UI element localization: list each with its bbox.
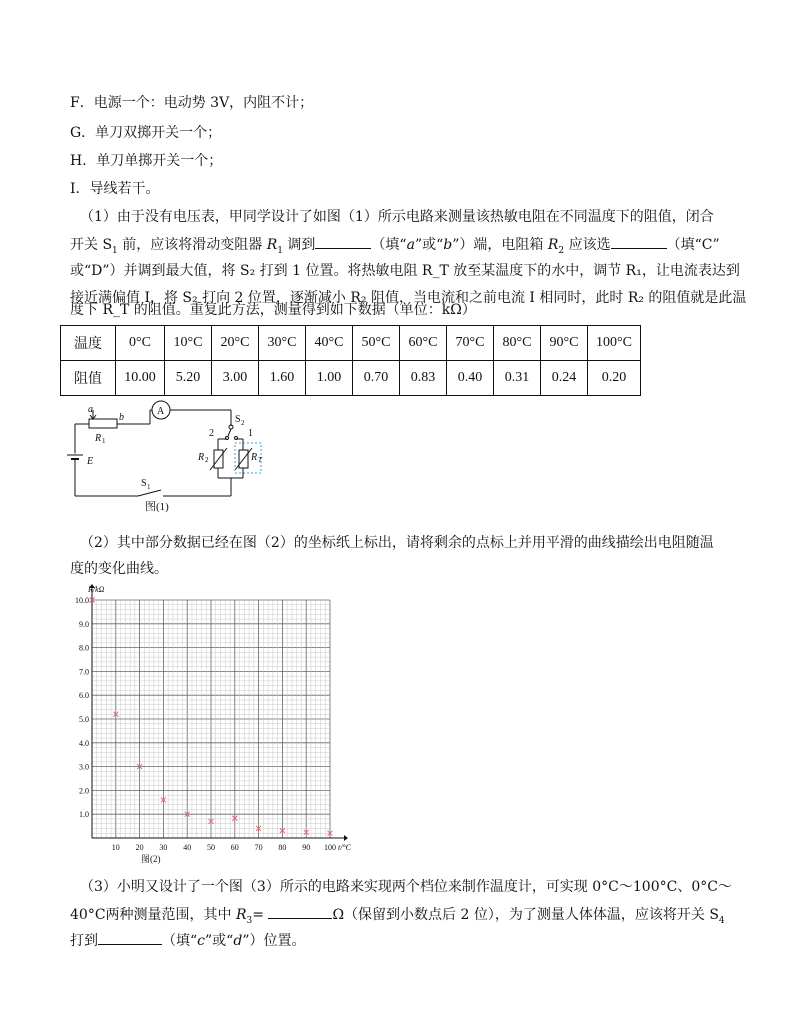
label-r1: R xyxy=(95,433,102,444)
table-cell: 80°C xyxy=(494,326,541,361)
y-tick-label: 7.0 xyxy=(79,667,89,677)
table-cell: 70°C xyxy=(447,326,494,361)
y-tick-label: 8.0 xyxy=(79,643,89,653)
x-tick-label: 30 xyxy=(159,843,168,852)
label-r1-sub: 1 xyxy=(102,437,106,445)
answer-blank-r3[interactable] xyxy=(268,905,332,919)
table-cell: 1.60 xyxy=(259,361,306,396)
label-e: E xyxy=(87,456,94,467)
x-tick-label: 70 xyxy=(254,843,263,852)
label-a: a xyxy=(88,404,93,415)
q2-line2: 度的变化曲线。 xyxy=(70,561,168,577)
y-tick-label: 10.0 xyxy=(75,596,89,605)
x-axis-arrow xyxy=(344,835,348,841)
item-g: G．单刀双掷开关一个； xyxy=(70,125,222,141)
table-cell: 1.00 xyxy=(306,361,353,396)
table-cell: 0.70 xyxy=(353,361,400,396)
figure-1-caption: 图(1) xyxy=(145,501,169,513)
table-header-temperature: 温度 xyxy=(61,326,116,361)
label-rt: R xyxy=(251,452,258,463)
label-s1: S xyxy=(141,478,147,489)
answer-blank-r2-choice[interactable] xyxy=(611,235,667,249)
table-cell: 3.00 xyxy=(212,361,259,396)
table-cell: 60°C xyxy=(400,326,447,361)
x-tick-label: 100 xyxy=(324,843,336,852)
item-h: H．单刀单掷开关一个； xyxy=(70,153,223,169)
q1-line5: 度下 R_T 的阻值。重复此方法，测量得到如下数据（单位：kΩ） xyxy=(70,302,476,318)
table-cell: 50°C xyxy=(353,326,400,361)
x-tick-label: 40 xyxy=(183,843,192,852)
table-cell: 5.20 xyxy=(165,361,212,396)
label-r2: R xyxy=(198,452,205,463)
table-cell: 20°C xyxy=(212,326,259,361)
label-pos-2: 2 xyxy=(209,428,214,439)
table-cell: 0.24 xyxy=(541,361,588,396)
label-pos-1: 1 xyxy=(248,428,253,439)
q1-line4: 接近满偏值 I，将 S₂ 打向 2 位置，逐渐减小 R₂ 阻值，当电流和之前电流 I 相同时，此时 R₂ 的阻值就是此温 xyxy=(70,290,747,306)
q3-line3: 打到 （填“c”或“d”）位置。 xyxy=(70,933,306,949)
x-tick-label: 10 xyxy=(111,843,120,852)
table-cell: 30°C xyxy=(259,326,306,361)
y-axis-label: R/kΩ xyxy=(88,585,105,594)
y-tick-label: 4.0 xyxy=(79,738,89,748)
x-axis-label: t/°C xyxy=(338,843,351,852)
resistance-temperature-chart xyxy=(60,578,360,868)
q3-line2: 40°C两种测量范围，其中 $R_3= \Omega$（保留到小数点后 2 位），为了测量人体体温，应该将开关 $S_4$ xyxy=(70,907,725,926)
label-ammeter: A xyxy=(157,406,165,417)
y-tick-label: 1.0 xyxy=(79,810,89,820)
q2-line1: （2）其中部分数据已经在图（2）的坐标纸上标出，请将剩余的点标上并用平滑的曲线描绘出电阻随温 xyxy=(80,535,714,551)
label-b: b xyxy=(119,412,124,423)
table-cell: 10.00 xyxy=(116,361,165,396)
y-tick-label: 3.0 xyxy=(79,762,89,772)
table-cell: 100°C xyxy=(588,326,641,361)
y-tick-label: 5.0 xyxy=(79,715,89,724)
table-cell: 0.83 xyxy=(400,361,447,396)
table-row-resistance xyxy=(61,361,641,396)
label-s1-sub: 1 xyxy=(147,483,151,491)
x-tick-label: 20 xyxy=(135,843,144,852)
x-tick-label: 80 xyxy=(278,843,287,852)
x-tick-label: 60 xyxy=(230,843,239,852)
label-rt-sub: T xyxy=(258,456,262,464)
y-tick-label: 9.0 xyxy=(79,619,89,629)
table-row-temperature xyxy=(61,326,641,361)
table-cell: 90°C xyxy=(541,326,588,361)
answer-blank-r1-end[interactable] xyxy=(315,235,371,249)
label-s2-sub: 2 xyxy=(241,419,245,427)
y-tick-label: 6.0 xyxy=(79,691,89,701)
table-cell: 40°C xyxy=(306,326,353,361)
q1-line3: 或“D”）并调到最大值，将 S₂ 打到 1 位置。将热敏电阻 R_T 放至某温度下的水中，调节 R₁，让电流表达到 xyxy=(70,263,740,279)
x-tick-label: 90 xyxy=(302,843,311,852)
q1-line1: （1）由于没有电压表，甲同学设计了如图（1）所示电路来测量该热敏电阻在不同温度下的阻值，闭合 xyxy=(80,209,714,225)
q3-line1: （3）小明又设计了一个图（3）所示的电路来实现两个档位来制作温度计，可实现 0°C～100°C、0°C～ xyxy=(80,879,732,895)
table-cell: 0.31 xyxy=(494,361,541,396)
answer-blank-switch-s4[interactable] xyxy=(98,931,162,945)
data-table xyxy=(60,325,641,396)
x-tick-label: 50 xyxy=(207,843,215,852)
label-s2: S xyxy=(235,414,241,425)
table-cell: 0.20 xyxy=(588,361,641,396)
figure-2-caption: 图(2) xyxy=(141,854,161,864)
circuit-diagram xyxy=(55,398,285,513)
table-cell: 0.40 xyxy=(447,361,494,396)
rheostat-r1 xyxy=(89,419,117,428)
table-header-resistance: 阻值 xyxy=(61,361,116,396)
table-cell: 10°C xyxy=(165,326,212,361)
label-r2-sub: 2 xyxy=(205,456,209,464)
item-f: F．电源一个：电动势 3V，内阻不计； xyxy=(70,95,314,111)
y-tick-label: 2.0 xyxy=(79,786,89,796)
table-cell: 0°C xyxy=(116,326,165,361)
q1-line2: 开关 $S_1$ 前，应该将滑动变阻器 $R_1$ 调到 （填“a”或“b”）端，电阻箱 $R_2$ 应该选 （填“C” xyxy=(70,237,720,256)
item-i: I．导线若干。 xyxy=(70,181,160,197)
